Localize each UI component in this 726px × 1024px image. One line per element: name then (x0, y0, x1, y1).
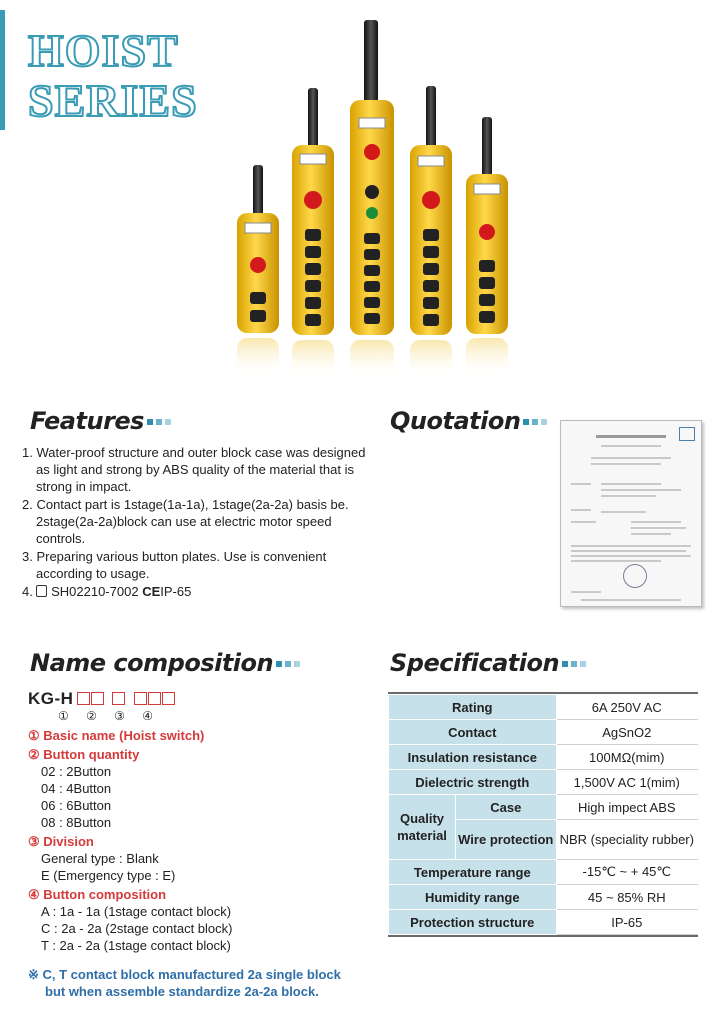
spec-value: IP-65 (556, 910, 697, 935)
spec-label: Temperature range (389, 860, 557, 885)
spec-value: 45 ~ 85% RH (556, 885, 697, 910)
spec-value: High impect ABS (556, 795, 697, 820)
division-option: General type : Blank (41, 851, 159, 866)
specification-heading-text: Specification (390, 649, 560, 677)
code-box (134, 692, 147, 705)
brand-accent-bar (0, 10, 5, 130)
pendant-switch-photo (220, 20, 530, 380)
seal-stamp-icon (623, 564, 647, 588)
button-composition-heading: ④ Button composition (28, 887, 167, 902)
table-row (389, 860, 698, 885)
model-prefix: KG-H (28, 689, 74, 708)
contact-block-note: ※ C, T contact block manufactured 2a single block (28, 967, 341, 982)
quantity-option: 02 : 2Button (41, 764, 112, 779)
model-code (28, 690, 368, 708)
table-row (389, 885, 698, 910)
code-box (162, 692, 175, 705)
table-row (389, 720, 698, 745)
table-row (389, 695, 698, 720)
quantity-option: 04 : 4Button (41, 781, 112, 796)
composition-option: C : 2a - 2a (2stage contact block) (41, 921, 233, 936)
quantity-option: 06 : 6Button (41, 798, 112, 813)
heading-square-icon (276, 661, 282, 667)
basic-name-heading: ① Basic name (Hoist switch) (28, 728, 205, 743)
code-box (112, 692, 125, 705)
spec-value: -15℃ ~ + 45℃ (556, 860, 697, 885)
spec-label: Dielectric strength (389, 770, 557, 795)
spec-label: Insulation resistance (389, 745, 557, 770)
contact-block-note-2: but when assemble standardize 2a-2a block. (45, 984, 319, 999)
brand-title-line1: HOIST (28, 25, 179, 76)
heading-square-icon (571, 661, 577, 667)
spec-value: NBR (speciality rubber) (556, 820, 697, 860)
feature-item: 2. Contact part is 1stage(1a-1a), 1stage(2a-2a) basis be. 2stage(2a-2a)block can use at electric motor speed controls. (22, 497, 349, 546)
name-composition-heading (30, 649, 300, 677)
spec-value: 1,500V AC 1(mim) (556, 770, 697, 795)
heading-square-icon (562, 661, 568, 667)
composition-option: A : 1a - 1a (1stage contact block) (41, 904, 232, 919)
name-composition-body (28, 690, 368, 1000)
button-quantity-heading: ② Button quantity (28, 747, 140, 762)
heading-square-icon (156, 419, 162, 425)
specification-table (388, 694, 698, 935)
composition-option: T : 2a - 2a (1stage contact block) (41, 938, 231, 953)
spec-label-group: Quality material (389, 795, 456, 860)
brand-title-line2: SERIES (28, 75, 198, 126)
quotation-heading (390, 407, 547, 435)
spec-value: 100MΩ(mim) (556, 745, 697, 770)
code-box (91, 692, 104, 705)
ce-mark: CE (142, 584, 161, 599)
spec-value: 6A 250V AC (556, 695, 697, 720)
heading-square-icon (165, 419, 171, 425)
pendant-6-button (292, 88, 334, 380)
heading-square-icon (285, 661, 291, 667)
certificate-image (560, 420, 702, 607)
code-box (77, 692, 90, 705)
heading-square-icon (532, 419, 538, 425)
feature-item: 3. Preparing various button plates. Use is convenient according to usage. (22, 549, 327, 581)
spec-label: Humidity range (389, 885, 557, 910)
kc-mark-icon (36, 585, 47, 597)
name-composition-heading-text: Name composition (30, 649, 274, 677)
table-row (389, 910, 698, 935)
heading-square-icon (541, 419, 547, 425)
heading-square-icon (294, 661, 300, 667)
ip-rating: IP-65 (160, 584, 192, 599)
table-row (389, 745, 698, 770)
spec-table-bottom-rule (388, 935, 698, 937)
heading-square-icon (580, 661, 586, 667)
spec-label: Case (456, 795, 557, 820)
pendant-8-button (350, 20, 394, 380)
spec-value: AgSnO2 (556, 720, 697, 745)
heading-square-icon (147, 419, 153, 425)
specification-heading (390, 649, 586, 677)
pendant-4-button (466, 117, 508, 378)
division-option: E (Emergency type : E) (41, 868, 176, 883)
spec-label: Protection structure (389, 910, 557, 935)
brand-title (28, 26, 198, 126)
quotation-heading-text: Quotation (390, 407, 521, 435)
pendant-2-button (237, 165, 279, 378)
code-markers: ① ② ③ ④ (58, 709, 154, 723)
pendant-6-button-b (410, 86, 452, 380)
spec-label: Rating (389, 695, 557, 720)
code-box (148, 692, 161, 705)
tuv-logo-icon (679, 427, 695, 441)
cert-number: SH02210-7002 (51, 584, 139, 599)
feature-item: 1. Water-proof structure and outer block case was designed as light and strong by ABS quality of the material that is strong in impact. (22, 445, 366, 494)
features-heading (30, 407, 171, 435)
spec-label: Contact (389, 720, 557, 745)
division-heading: ③ Division (28, 834, 94, 849)
feature-item-number: 4. (22, 584, 33, 599)
features-list (22, 444, 372, 601)
heading-square-icon (523, 419, 529, 425)
features-heading-text: Features (30, 407, 144, 435)
table-row (389, 795, 698, 820)
spec-label: Wire protection (456, 820, 557, 860)
quantity-option: 08 : 8Button (41, 815, 112, 830)
table-row (389, 770, 698, 795)
feature-item-certifications (22, 583, 372, 600)
